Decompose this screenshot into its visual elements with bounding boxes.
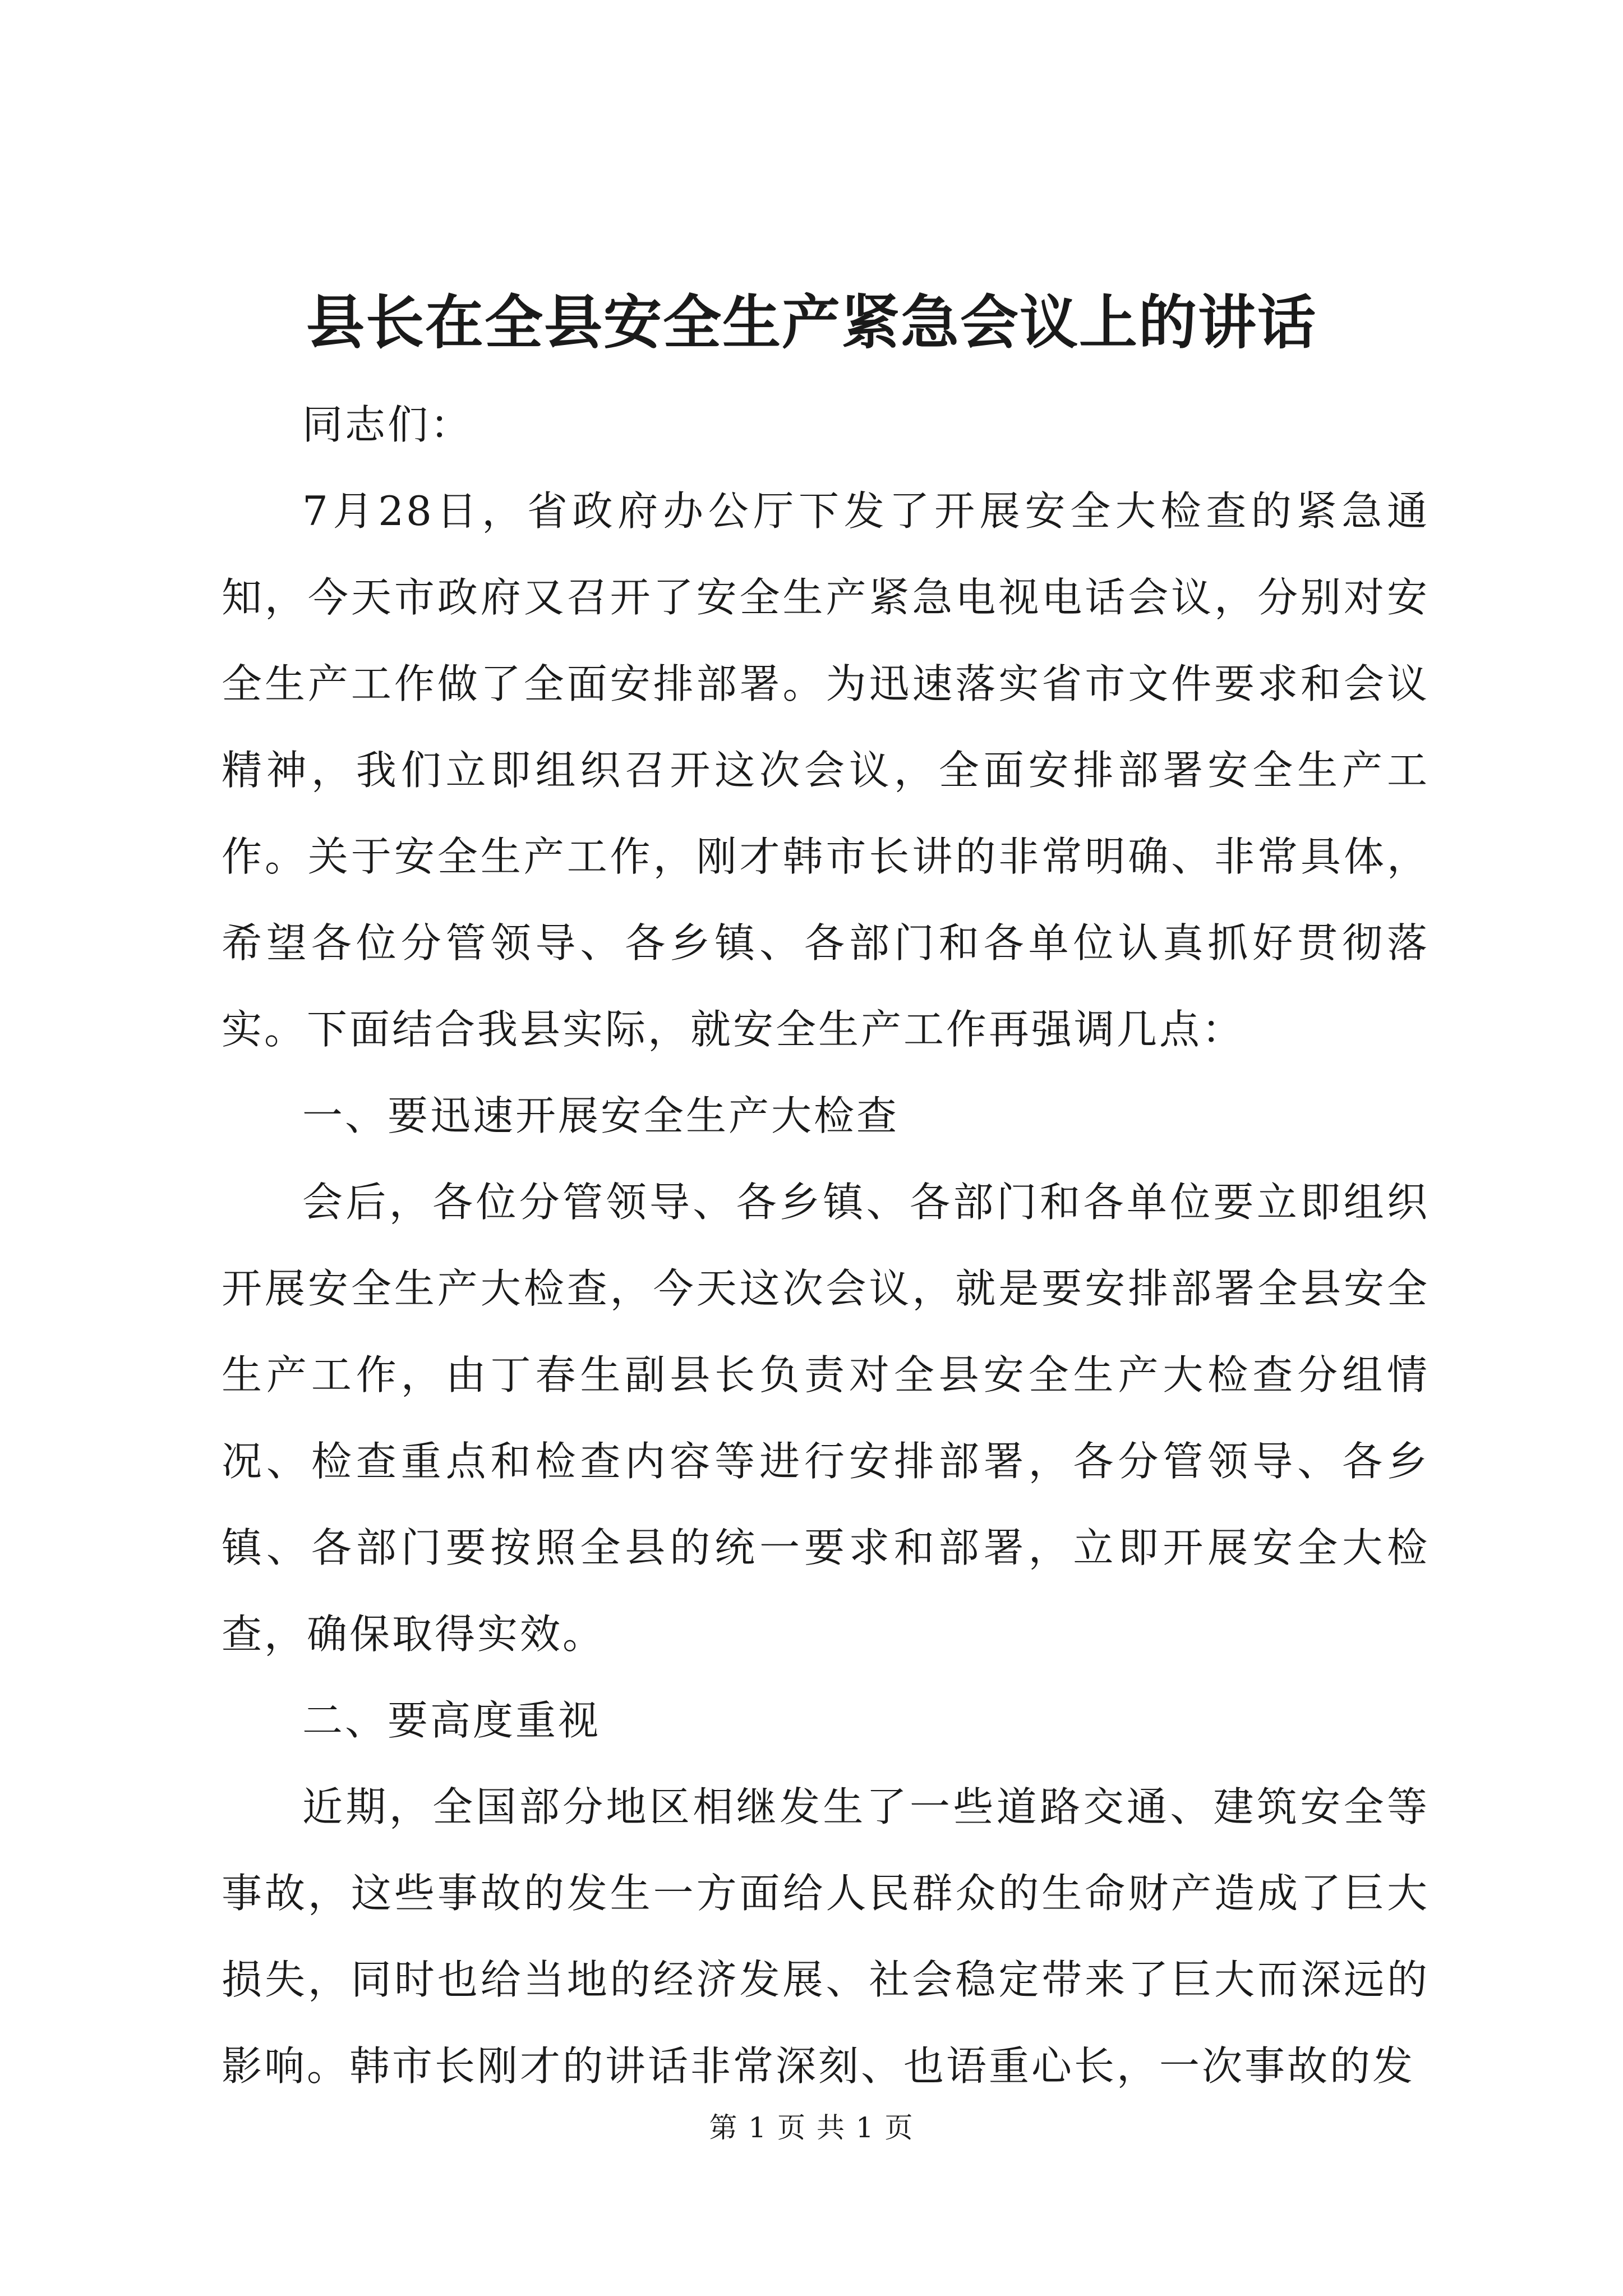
- document-title: 县长在全县安全生产紧急会议上的讲话: [306, 288, 1317, 357]
- paragraph-intro: 7月28日，省政府办公厅下发了开展安全大检查的紧急通知，今天市政府又召开了安全生产紧急电视电话会议，分别对安全生产工作做了全面安排部署。为迅速落实省市文件要求和会议精神，我们立即组织召开这次会议，全面安排部署安全生产工作。关于安全生产工作，刚才韩市长讲的非常明确、非常具体，希望各位分管领导、各乡镇、各部门和各单位认真抓好贯彻落实。下面结合我县实际，就安全生产工作再强调几点：: [222, 487, 1430, 1053]
- page-footer: 第 1 页 共 1 页: [709, 2111, 914, 2144]
- salutation: 同志们：: [302, 401, 473, 448]
- section-heading-1: 一、要迅速开展安全生产大检查: [302, 1092, 900, 1139]
- document-body: [222, 381, 1430, 2109]
- section-heading-2: 二、要高度重视: [302, 1697, 601, 1744]
- paragraph-section-2: 近期，全国部分地区相继发生了一些道路交通、建筑安全等事故，这些事故的发生一方面给人民群众的生命财产造成了巨大损失，同时也给当地的经济发展、社会稳定带来了巨大而深远的影响。韩市长刚才的讲话非常深刻、也语重心长，一次事故的发: [222, 1783, 1430, 2090]
- paragraph-section-1: 会后，各位分管领导、各乡镇、各部门和各单位要立即组织开展安全生产大检查，今天这次会议，就是要安排部署全县安全生产工作，由丁春生副县长负责对全县安全生产大检查分组情况、检查重点和检查内容等进行安排部署，各分管领导、各乡镇、各部门要按照全县的统一要求和部署，立即开展安全大检查，确保取得实效。: [222, 1179, 1430, 1658]
